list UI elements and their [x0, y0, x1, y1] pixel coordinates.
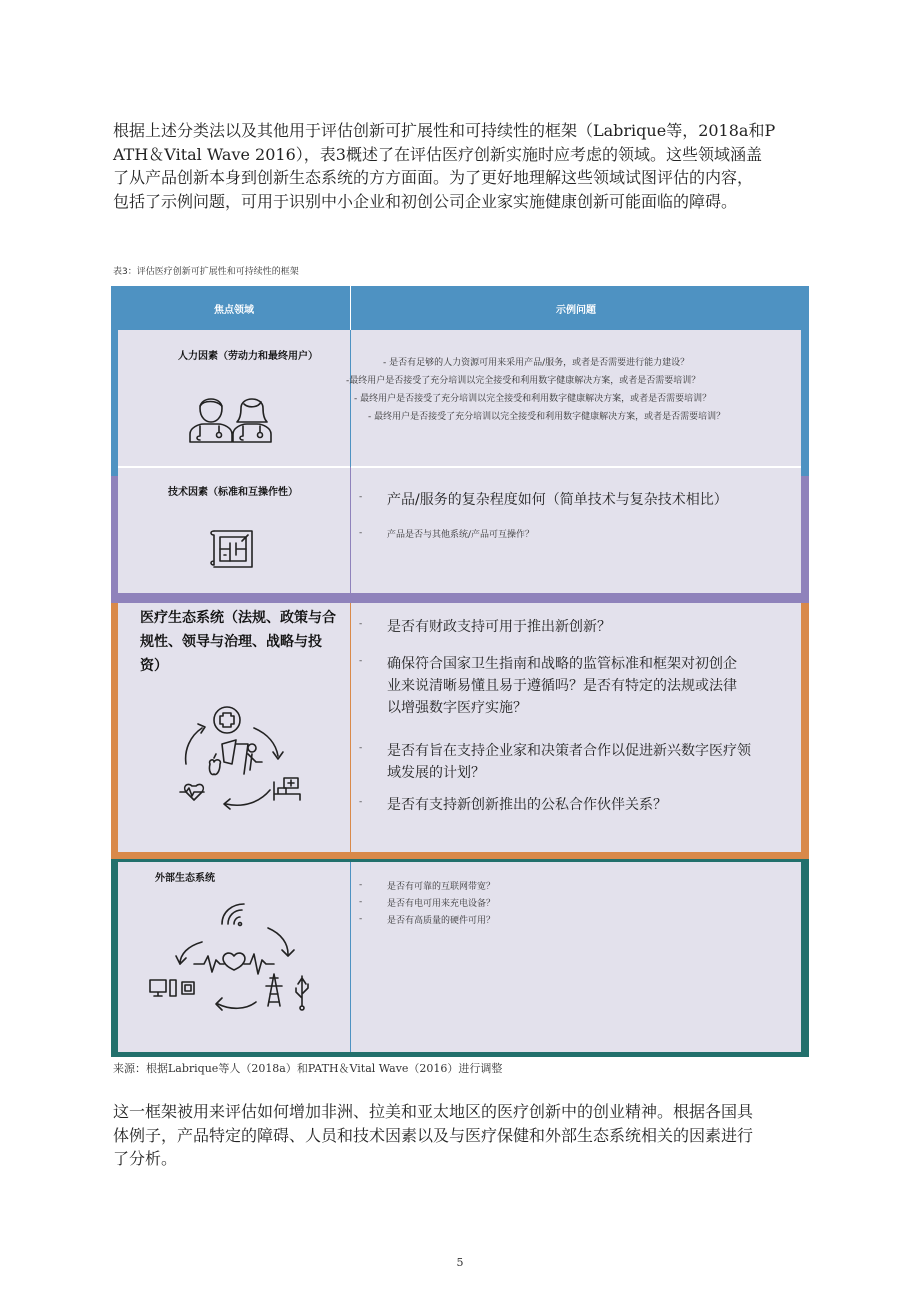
header-focus-area: 焦点领域 — [214, 304, 254, 316]
healthcare-cycle-icon — [178, 704, 302, 814]
bullet-dash: - — [359, 528, 363, 538]
question-line: - 最终用户是否接受了充分培训以完全接受和利用数字健康解决方案，或者是否需要培训？ — [368, 412, 726, 422]
question-line: - 最终用户是否接受了充分培训以完全接受和利用数字健康解决方案，或者是否需要培训？ — [354, 394, 712, 404]
bullet-dash: - — [359, 619, 363, 629]
question-line: 是否有高质量的硬件可用？ — [387, 916, 496, 926]
question-line: -最终用户是否接受了充分培训以完全接受和利用数字健康解决方案，或者是否需要培训？ — [346, 376, 701, 386]
bullet-dash: - — [359, 880, 363, 890]
closing-line: 体例子，产品特定的障碍、人员和技术因素以及与医疗保健和外部生态系统相关的因素进行 — [113, 1125, 754, 1145]
intro-line: 包括了示例问题，可用于识别中小企业和初创公司企业家实施健康创新可能面临的障碍。 — [113, 191, 738, 211]
bullet-dash: - — [359, 743, 363, 753]
header-example-questions: 示例问题 — [556, 304, 596, 316]
column-divider — [350, 330, 351, 467]
question-line: 以增强数字医疗实施？ — [387, 700, 527, 716]
question-line: 是否有可靠的互联网带宽？ — [387, 882, 496, 892]
bullet-dash: - — [359, 914, 363, 924]
closing-line: 了分析。 — [113, 1149, 178, 1168]
bullet-dash: - — [359, 492, 363, 502]
health-workers-icon — [186, 386, 278, 444]
question-line: 是否有电可用来充电设备？ — [387, 899, 496, 909]
intro-line: 了从产品创新本身到创新生态系统的方方面面。为了更好地理解这些领域试图评估的内容， — [113, 168, 754, 187]
intro-line: ATH＆Vital Wave 2016），表3概述了在评估医疗创新实施时应考虑的领域。这些领域涵盖 — [113, 144, 762, 164]
row-divider — [118, 466, 801, 468]
question-line: 产品/服务的复杂程度如何（简单技术与复杂技术相比） — [387, 492, 728, 508]
table-caption: 表3：评估医疗创新可扩展性和可持续性的框架 — [113, 267, 299, 277]
category-human-factors: 人力因素（劳动力和最终用户） — [178, 351, 318, 362]
column-divider — [350, 467, 351, 593]
bullet-dash: - — [359, 797, 363, 807]
question-line: 是否有财政支持可用于推出新创新？ — [387, 619, 611, 635]
column-divider — [350, 603, 351, 852]
bullet-dash: - — [359, 897, 363, 907]
question-line: - 是否有足够的人力资源可用来采用产品/服务，或者是否需要进行能力建设？ — [383, 358, 690, 368]
question-line: 域发展的计划？ — [387, 765, 485, 781]
question-line: 产品是否与其他系统/产品可互操作？ — [387, 530, 535, 540]
question-line: 是否有支持新创新推出的公私合作伙伴关系？ — [387, 797, 667, 813]
question-line: 是否有旨在支持企业家和决策者合作以促进新兴数字医疗领 — [387, 743, 751, 759]
intro-line: 根据上述分类法以及其他用于评估创新可扩展性和可持续性的框架（Labrique等，2018a和P — [113, 121, 776, 140]
category-healthcare-ecosystem: 医疗生态系统（法规、政策与合规性、领导与治理、战略与投资） — [140, 610, 336, 674]
bullet-dash: - — [359, 656, 363, 666]
closing-line: 这一框架被用来评估如何增加非洲、拉美和亚太地区的医疗创新中的创业精神。根据各国具 — [113, 1102, 754, 1121]
intro-paragraph — [113, 119, 803, 213]
infrastructure-cycle-icon — [146, 898, 326, 1016]
source-note: 来源：根据Labrique等人（2018a）和PATH＆Vital Wave（2016）进行调整 — [113, 1062, 503, 1075]
category-external-ecosystem: 外部生态系统 — [155, 873, 215, 884]
category-technical-factors: 技术因素（标准和互操作性） — [168, 487, 298, 498]
page-number: 5 — [456, 1256, 464, 1269]
blueprint-icon — [208, 527, 256, 569]
column-divider — [350, 862, 351, 1052]
question-line: 确保符合国家卫生指南和战略的监管标准和框架对初创企 — [387, 656, 737, 672]
question-line: 业来说清晰易懂且易于遵循吗？是否有特定的法规或法律 — [387, 678, 737, 694]
closing-paragraph — [113, 1100, 803, 1171]
